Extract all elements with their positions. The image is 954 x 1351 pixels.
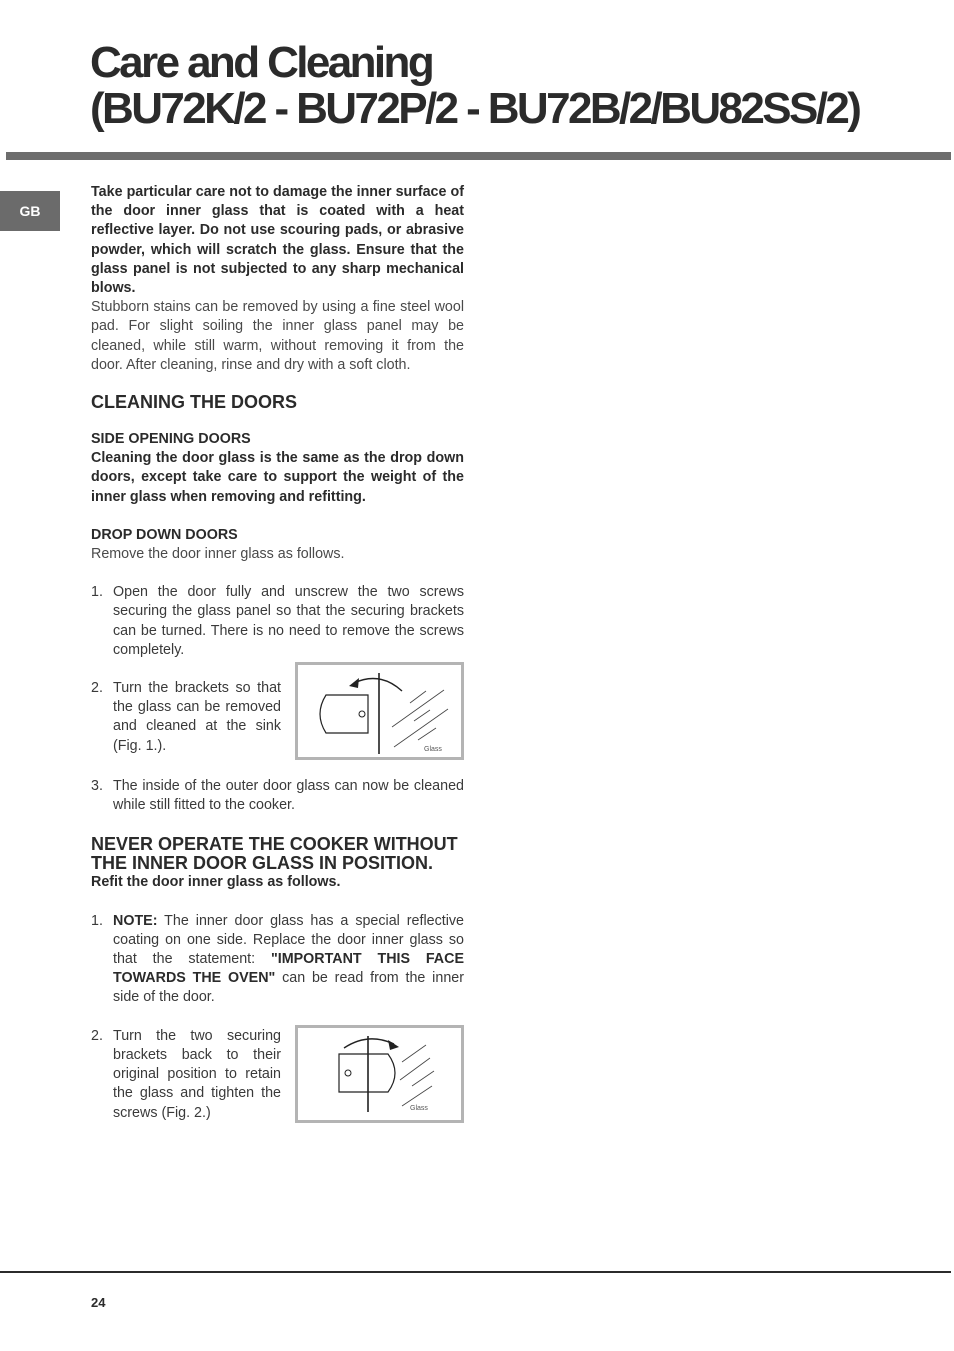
step-text: Open the door fully and unscrew the two screws securing the glass panel so that the securing brackets can be turned. There is no need to remove the screws completely.: [113, 584, 464, 658]
content-column: [91, 183, 464, 1123]
important-statement: "IMPORTANT THIS FACE TOWARDS THE OVEN": [113, 951, 464, 987]
remove-step-3: [91, 777, 464, 815]
figure-1: [295, 662, 464, 760]
cleaning-doors-heading: CLEANING THE DOORS: [91, 392, 298, 413]
drop-doors-text: Remove the door inner glass as follows.: [91, 546, 345, 563]
warning-heading: NEVER OPERATE THE COOKER WITHOUT THE INNER DOOR GLASS IN POSITION.: [91, 834, 458, 874]
step-number: 1.: [91, 912, 103, 929]
footer-divider: [0, 1271, 951, 1273]
figure-2-drawing: [298, 1028, 461, 1120]
intro-body: Stubborn stains can be removed by using a fine steel wool pad. For slight soiling the inner glass panel may be cleaned, while still warm, without removing it from the door. After cleaning, rinse and dry with a soft cloth.: [91, 299, 464, 373]
remove-step-2-row: [91, 679, 464, 760]
title-line-2: (BU72K/2 - BU72P/2 - BU72B/2/BU82SS/2): [90, 84, 860, 133]
figure-1-label: Glass: [424, 746, 442, 754]
page-number: 24: [91, 1295, 106, 1310]
title-line-1: Care and Cleaning: [90, 38, 433, 87]
step-number: 1.: [91, 584, 103, 601]
step-number: 2.: [91, 1027, 103, 1044]
side-doors-heading: SIDE OPENING DOORS: [91, 431, 251, 448]
remove-step-2: [91, 679, 281, 756]
title-divider: [6, 152, 951, 160]
figure-2-label: Glass: [410, 1104, 428, 1112]
intro-warning: Take particular care not to damage the inner surface of the door inner glass that is coated with a heat reflective layer. Do not use scouring pads, or abrasive powder, which will scratch the glass. Ensure that the glass panel is not subjected to any sharp mechanical blows.: [91, 184, 464, 297]
refit-step-2: [91, 1027, 281, 1123]
refit-step-1: [91, 912, 464, 1008]
refit-step-2-row: [91, 1027, 464, 1123]
step-number: 2.: [91, 680, 103, 697]
note-text-a: The inner door glass has a special reflective coating on one side. Replace the door inner glass so that the statement:: [113, 912, 464, 968]
remove-step-1: [91, 583, 464, 660]
figure-2: [295, 1025, 464, 1123]
language-tab: GB: [0, 191, 60, 231]
drop-doors-heading: DROP DOWN DOORS: [91, 526, 238, 543]
note-label: NOTE:: [113, 912, 158, 929]
step-text: [113, 912, 464, 1008]
step-number: 3.: [91, 778, 103, 795]
side-doors-text: Cleaning the door glass is the same as the drop down doors, except take care to support the weight of the inner glass when removing and refitting.: [91, 450, 464, 505]
step-text: Turn the brackets so that the glass can be removed and cleaned at the sink (Fig. 1.).: [113, 680, 281, 754]
note-text-b: can be read from the inner side of the door.: [113, 970, 464, 1006]
figure-1-drawing: [298, 665, 461, 757]
step-text: The inside of the outer door glass can now be cleaned while still fitted to the cooker.: [113, 778, 464, 814]
step-text: Turn the two securing brackets back to their original position to retain the glass and tighten the screws (Fig. 2.): [113, 1027, 281, 1121]
page-title: [90, 40, 859, 132]
refit-intro: Refit the door inner glass as follows.: [91, 874, 341, 891]
